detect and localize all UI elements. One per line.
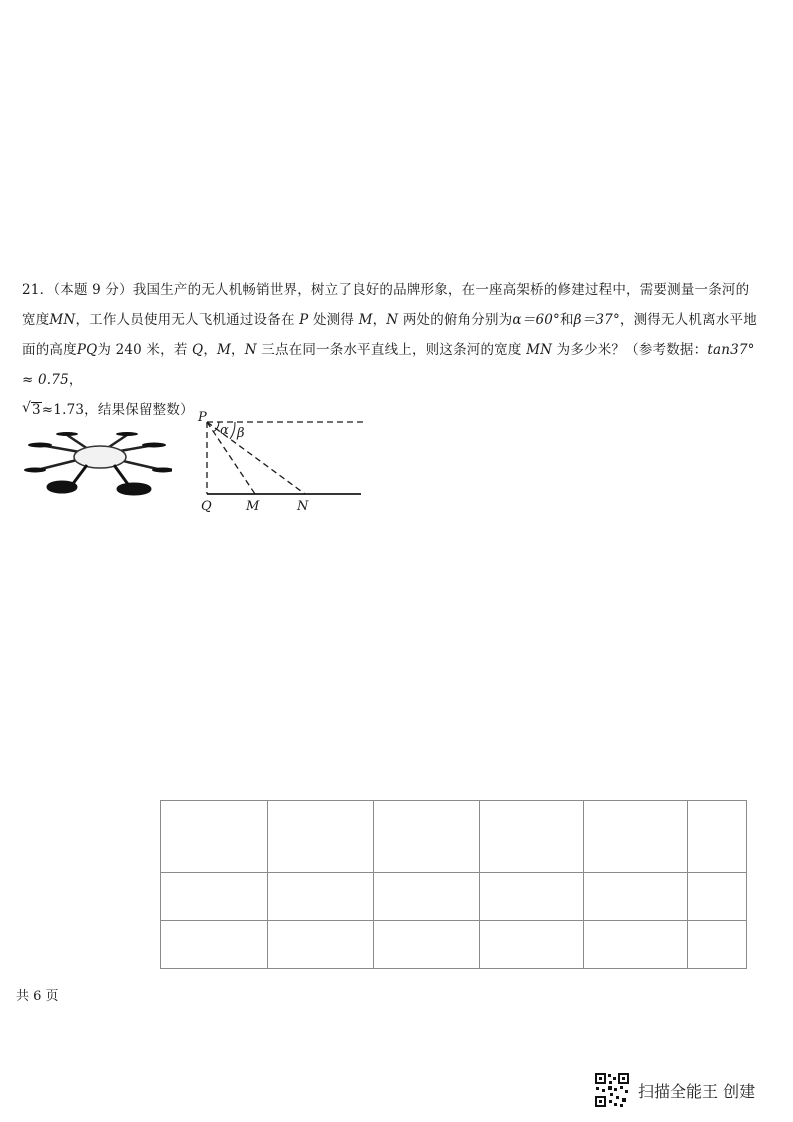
- label-p: P: [198, 410, 207, 425]
- table-cell[interactable]: [480, 921, 584, 969]
- table-cell[interactable]: [480, 873, 584, 921]
- segment-pm: [207, 422, 255, 494]
- drone-landing-gear: [48, 465, 150, 494]
- question-line-4: √ 3≈1.73，结果保留整数）: [22, 395, 757, 425]
- angle-beta-arc: [230, 422, 235, 439]
- drone-image: [22, 425, 172, 505]
- label-m: M: [246, 499, 260, 514]
- table-row: [161, 873, 747, 921]
- question-line-2: 宽度MN，工作人员使用无人飞机通过设备在 P 处测得 M，N 两处的俯角分别为α＝60°和β＝37°，测得无人机离水平地: [22, 312, 757, 328]
- table-cell[interactable]: [688, 873, 747, 921]
- table-cell[interactable]: [268, 921, 374, 969]
- table-row: [161, 801, 747, 873]
- table-cell[interactable]: [268, 801, 374, 873]
- label-q: Q: [201, 499, 212, 514]
- question-21: [22, 275, 757, 425]
- geometry-figure: [195, 405, 370, 515]
- table-cell[interactable]: [480, 801, 584, 873]
- table-cell[interactable]: [688, 801, 747, 873]
- answer-table: [160, 800, 747, 969]
- table-cell[interactable]: [268, 873, 374, 921]
- table-cell[interactable]: [374, 801, 480, 873]
- table-cell[interactable]: [161, 873, 268, 921]
- watermark-text: 扫描全能王 创建: [638, 1081, 756, 1101]
- table-cell[interactable]: [161, 921, 268, 969]
- drone-body: [74, 446, 126, 468]
- page-footer: 共 6 页: [16, 989, 59, 1004]
- table-cell[interactable]: [584, 921, 688, 969]
- table-cell[interactable]: [161, 801, 268, 873]
- question-line-3: 面的高度PQ为 240 米，若 Q，M，N 三点在同一条水平直线上，则这条河的宽度 MN 为多少米？（参考数据：tan37° ≈ 0.75，: [22, 342, 755, 388]
- table-cell[interactable]: [374, 921, 480, 969]
- table-cell[interactable]: [374, 873, 480, 921]
- table-cell[interactable]: [688, 921, 747, 969]
- qr-code-icon: [594, 1072, 630, 1108]
- scanner-watermark: [594, 1072, 755, 1108]
- table-row: [161, 921, 747, 969]
- table-cell[interactable]: [584, 801, 688, 873]
- question-line-1: 21．（本题 9 分）我国生产的无人机畅销世界，树立了良好的品牌形象，在一座高架桥的修建过程中，需要测量一条河的: [22, 282, 750, 298]
- table-cell[interactable]: [584, 873, 688, 921]
- label-beta: β: [237, 426, 245, 441]
- label-alpha: α: [220, 423, 229, 438]
- label-n: N: [297, 499, 309, 514]
- sqrt-symbol: √ 3: [22, 400, 41, 418]
